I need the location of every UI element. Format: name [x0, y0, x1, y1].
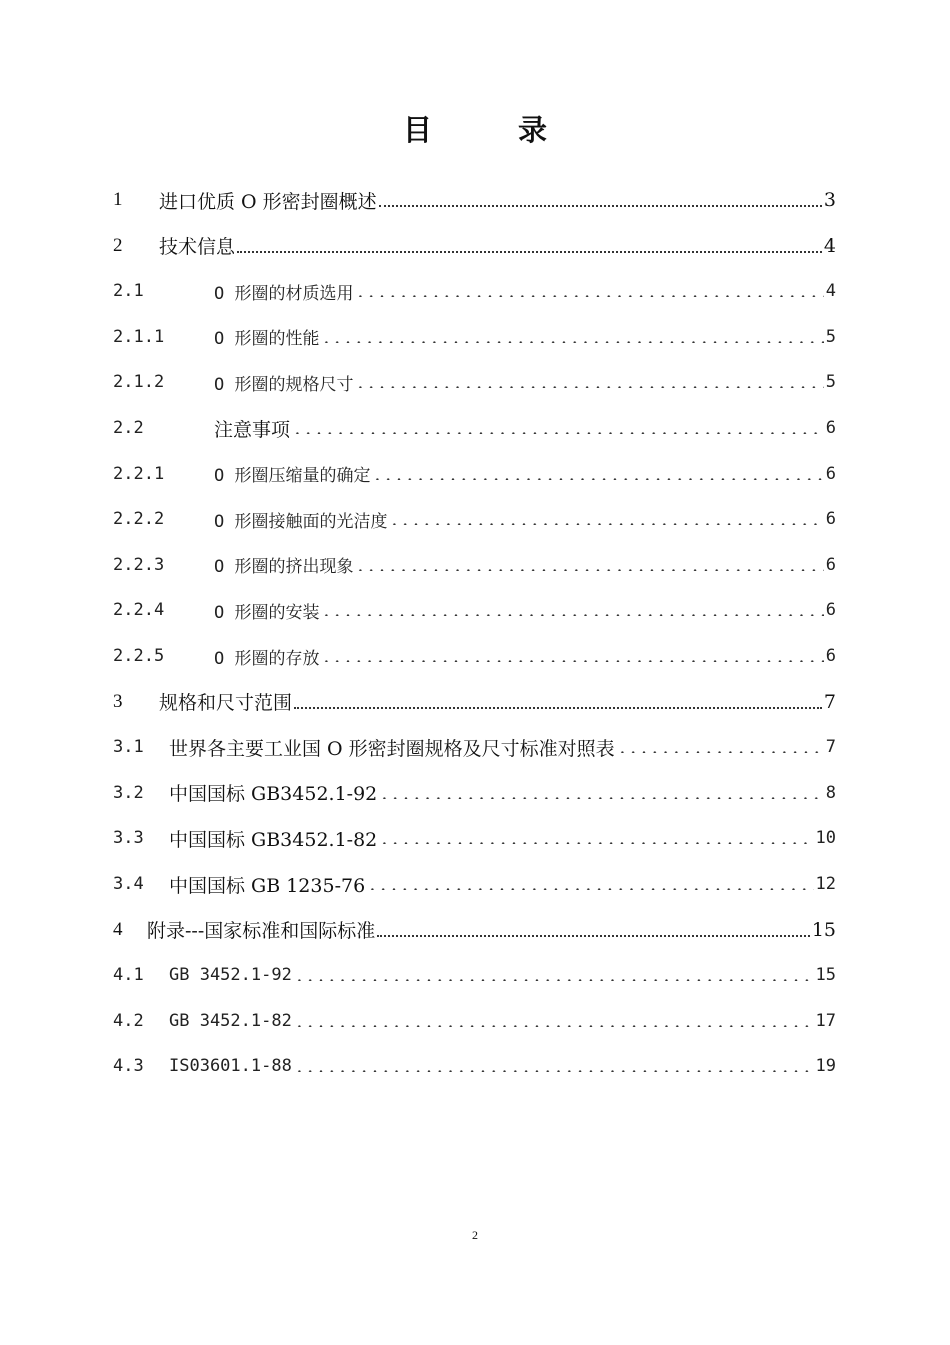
toc-entry-page: 8: [825, 782, 836, 803]
toc-entry[interactable]: [113, 770, 836, 816]
toc-entry-number: 2.2.3: [113, 554, 165, 575]
toc-entry[interactable]: [113, 998, 836, 1044]
toc-entry-text: 注意事项: [214, 418, 291, 441]
toc-entry-number: 4.3: [113, 1056, 144, 1077]
toc-entry-page: 6: [825, 463, 836, 484]
toc-entry-page: 12: [815, 874, 836, 894]
toc-entry-text: 中国国标 GB 1235-76: [169, 874, 366, 897]
toc-entry-number: 4: [113, 918, 123, 940]
toc-entry-text: IS03601.1-88: [169, 1056, 292, 1077]
toc-entry[interactable]: [113, 177, 836, 223]
toc-entry-page: 5: [825, 326, 836, 347]
toc-entry[interactable]: [113, 1043, 836, 1089]
toc-leader-dots: [379, 188, 822, 212]
toc-entry[interactable]: [113, 359, 836, 405]
toc-entry-text: GB 3452.1-92: [169, 965, 292, 986]
title-char-right: 录: [518, 113, 548, 147]
toc-entry[interactable]: [113, 451, 836, 497]
toc-entry-number: 3.4: [113, 874, 144, 894]
toc-entry-text: O 形圈的安装: [214, 602, 320, 623]
toc-leader-dots: [294, 1054, 814, 1078]
toc-entry-number: 2.2: [113, 418, 144, 438]
toc-leader-dots: [389, 507, 823, 531]
toc-leader-dots: [377, 918, 810, 942]
toc-entry-number: 1: [113, 189, 123, 210]
toc-entry-number: 2.2.4: [113, 600, 165, 621]
toc-leader-dots: [321, 325, 823, 349]
toc-entry-page: 6: [825, 509, 836, 530]
toc-leader-dots: [321, 598, 823, 622]
toc-entry-number: 2: [113, 234, 123, 256]
toc-entry-number: 4.1: [113, 965, 144, 986]
toc-entry-page: 6: [825, 646, 836, 666]
toc-entry-number: 2.2.5: [113, 646, 165, 666]
toc-entry[interactable]: [113, 952, 836, 998]
toc-entry-text: 中国国标 GB3452.1-82: [169, 828, 378, 851]
toc-leader-dots: [294, 690, 822, 714]
toc-entry[interactable]: [113, 907, 836, 953]
toc-entry-text: O 形圈的性能: [214, 329, 320, 350]
toc-entry-text: 世界各主要工业国 O 形密封圈规格及尺寸标准对照表: [169, 737, 615, 760]
toc-entry-number: 3.3: [113, 828, 144, 849]
toc-entry-number: 2.1.1: [113, 326, 165, 347]
toc-entry-number: 3.2: [113, 782, 144, 803]
toc-entry-page: 5: [825, 372, 836, 393]
toc-entry-number: 2.1.2: [113, 372, 165, 393]
toc-entry-page: 3: [823, 189, 836, 211]
toc-entry-page: 4: [825, 281, 836, 302]
toc-leader-dots: [372, 462, 823, 486]
toc-leader-dots: [294, 1009, 814, 1033]
toc-leader-dots: [292, 416, 824, 440]
toc-entry-number: 3: [113, 690, 123, 712]
page-title: [0, 108, 950, 149]
toc-leader-dots: [321, 644, 823, 668]
toc-leader-dots: [617, 735, 824, 759]
toc-leader-dots: [367, 872, 813, 896]
toc-entry-page: 4: [823, 234, 836, 257]
toc-entry-text: O 形圈的存放: [214, 648, 320, 669]
toc-entry-text: 进口优质 O 形密封圈概述: [159, 190, 377, 213]
toc-entry-page: 6: [825, 600, 836, 621]
toc-entry[interactable]: [113, 542, 836, 588]
toc-entry-number: 2.2.2: [113, 509, 165, 530]
toc-leader-dots: [355, 279, 823, 303]
toc-entry-page: 15: [815, 965, 836, 986]
toc-entry-page: 6: [825, 554, 836, 575]
toc-entry-text: O 形圈接触面的光洁度: [214, 511, 388, 532]
toc-entry-page: 19: [815, 1056, 836, 1077]
toc-entry-number: 2.2.1: [113, 463, 165, 484]
toc-entry-text: O 形圈压缩量的确定: [214, 466, 371, 487]
toc-entry[interactable]: [113, 679, 836, 725]
toc-entry[interactable]: [113, 861, 836, 907]
toc-entry-text: GB 3452.1-82: [169, 1010, 292, 1031]
toc-entry-text: 规格和尺寸范围: [159, 692, 293, 715]
toc-entry[interactable]: [113, 724, 836, 770]
toc-entry-number: 4.2: [113, 1010, 144, 1031]
toc-entry-text: 技术信息: [159, 236, 236, 259]
toc-entry-text: 中国国标 GB3452.1-92: [169, 783, 378, 806]
toc-entry-page: 7: [825, 737, 836, 758]
toc-entry-text: 附录---国家标准和国际标准: [147, 920, 376, 943]
toc-entry-page: 15: [811, 918, 836, 941]
title-char-left: 目: [402, 113, 432, 147]
toc-entry-page: 10: [815, 828, 836, 849]
toc-entry-page: 17: [815, 1010, 836, 1031]
toc-entry-text: O 形圈的材质选用: [214, 283, 354, 304]
toc-entry[interactable]: [113, 268, 836, 314]
toc-leader-dots: [355, 370, 823, 394]
toc-entry-number: 3.1: [113, 737, 144, 758]
toc-entry[interactable]: [113, 815, 836, 861]
toc-entry-number: 2.1: [113, 281, 144, 302]
toc-leader-dots: [379, 826, 813, 850]
toc-entry-page: 6: [825, 418, 836, 438]
toc-leader-dots: [355, 553, 823, 577]
page-number: 2: [472, 1228, 478, 1242]
toc-entry[interactable]: [113, 223, 836, 269]
toc-leader-dots: [237, 234, 822, 258]
toc-entry-page: 7: [823, 690, 836, 713]
toc-entry-text: O 形圈的挤出现象: [214, 557, 354, 578]
toc-entry-text: O 形圈的规格尺寸: [214, 374, 354, 395]
toc-entry[interactable]: [113, 496, 836, 542]
toc-entry[interactable]: [113, 587, 836, 633]
toc-entry[interactable]: [113, 314, 836, 360]
toc-leader-dots: [294, 963, 814, 987]
toc-leader-dots: [379, 781, 823, 805]
toc-entry[interactable]: [113, 405, 836, 451]
toc-entry[interactable]: [113, 633, 836, 679]
